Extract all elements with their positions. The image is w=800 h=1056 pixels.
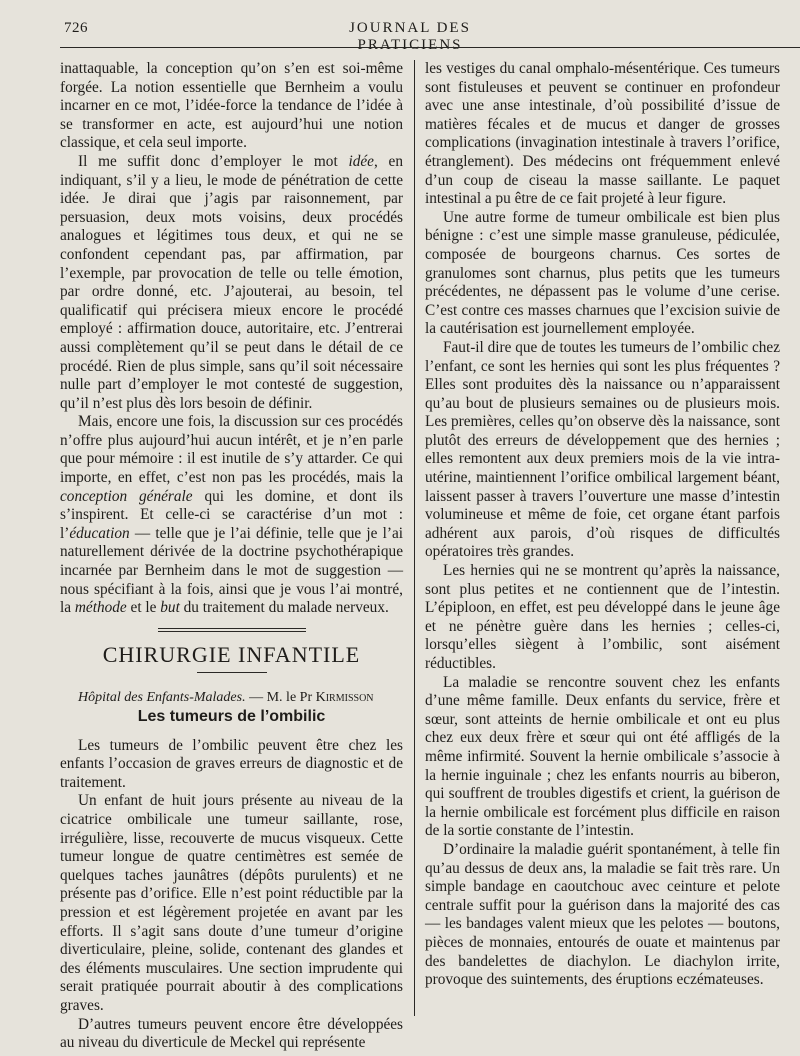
title-underline (197, 672, 267, 673)
left-column (60, 60, 403, 1053)
paragraph: Un enfant de huit jours présente au niveau de la cicatrice ombilicale une tumeur saillante, rose, irrégulière, lisse, recouverte de mucus visqueux. Cette tumeur longue de quatre centimètres est semée de quelques taches jaunâtres (dépôts purulents) et ne présente pas d’orifice. Elle n’est point réductible par la pression et est légèrement projetée en avant par les efforts. Il s’agit sans doute d’une tumeur d’origine diverticulaire, pleine, solide, contenant des glandes et des éléments musculaires. Une section imprudente qui serait pratiquée pourrait aboutir à des complications graves. (60, 792, 403, 1014)
paragraph (60, 153, 403, 413)
page-number: 726 (64, 20, 88, 36)
paragraph-text: qui les domine, et dont ils s’inspirent. Et celle-ci se caractérise d’un mot : l’ (60, 487, 403, 542)
italic-word: éducation (69, 524, 130, 542)
paragraph-text: Mais, encore une fois, la discussion sur ces procédés n’offre plus aujourd’hui aucun intérêt, et je n’en parle que pour mémoire : il est inutile de s’y attarder. Ce qui importe, en effet, c’est non pas les procédés, mais la (60, 413, 403, 487)
italic-word: but (160, 599, 180, 617)
paragraph: inattaquable, la conception qu’on s’en est soi-même forgée. La notion essentielle que Bernheim a voulu incarner en ce mot, l’idée-force la tendance de l’idée à se transformer en acte, est aujourd’hui une notion classique, et cela seul importe. (60, 60, 403, 152)
paragraph: La maladie se rencontre souvent chez les enfants d’une même famille. Deux enfants du service, frère et sœur, sont atteints de hernie ombilicale et ont eu plus chez eux deux frère et sœur qui ont été affligés de la même infirmité. Souvent la hernie ombilicale s’associe à la hernie inguinale ; chez les enfants nourris au biberon, qui souffrent de troubles digestifs et crient, la guérison de la hernie ombilicale est forcément plus difficile en raison de la sortie constante de l’intestin. (425, 673, 780, 840)
italic-word: conception générale (60, 487, 193, 505)
section-separator (158, 628, 306, 632)
section-title: CHIRURGIE INFANTILE (102, 641, 361, 667)
paragraph: Une autre forme de tumeur ombilicale est bien plus bénigne : c’est une simple masse granuleuse, pédiculée, composée de bourgeons charnus. Ces sortes de granulomes sont charnus, plus petits que les tumeurs précédentes, ne dépassent pas le volume d’une cerise. C’est contre ces masses charnues que l’excision suivie de la cautérisation est journellement employée. (425, 208, 780, 338)
hospital-name: Hôpital des Enfants-Malades. (78, 690, 246, 706)
italic-word: méthode (74, 599, 127, 617)
paragraph: D’autres tumeurs peuvent encore être développées au niveau du diverticule de Meckel qui représente (60, 1015, 403, 1052)
paragraph: Les tumeurs de l’ombilic peuvent être chez les enfants l’occasion de graves erreurs de diagnostic et de traitement. (60, 736, 403, 791)
article-title: Les tumeurs de l’ombilic (137, 708, 326, 725)
paragraph: les vestiges du canal omphalo-mésentérique. Ces tumeurs sont fistuleuses et peuvent se continuer en profondeur avec une anse intestinale, d’où possibilité d’issue de matières fécales et de mucus et danger de grosses complications (invagination intestinale à travers l’orifice, étranglement). Des médecins ont fréquemment enlevé d’un coup de ciseau la masse saillante. Le paquet intestinal a pu être de ce fait projeté à leur figure. (425, 60, 780, 208)
paragraph: Faut-il dire que de toutes les tumeurs de l’ombilic chez l’enfant, ce sont les hernies qui sont les plus fréquentes ? Elles sont produites dès la naissance ou n’apparaissent qu’au bout de plusieurs semaines ou de plusieurs mois. Les premières, celles qu’on observe dès la naissance, sont plutôt des erreurs de développement que des hernies ; elles remontent aux deux premiers mois de la vie intra-utérine, maintiennent l’orifice ombilical largement béant, laissent passer à travers l’ouverture une masse d’intestin volumineuse et même de foie, cet organe étant parfois adhérent aux parois, d’où risques de difficultés opératoires très grandes. (425, 338, 780, 561)
right-column (425, 60, 780, 990)
paragraph-text: du traitement du malade nerveux. (179, 599, 389, 617)
paragraph: Les hernies qui ne se montrent qu’après la naissance, sont plus petites et ne contiennent que de l’intestin. L’épiploon, en effet, est peu développé dans le jeune âge et ne pénètre guère dans les hernies ; celles-ci, lorsqu’elles siègent à l’ombilic, sont aisément réductibles. (425, 562, 780, 672)
paragraph-text: Il me suffit donc d’employer le mot (78, 152, 349, 170)
paragraph: D’ordinaire la maladie guérit spontanément, à telle fin qu’au dessus de deux ans, la maladie se fait très rare. Un simple bandage en caoutchouc avec ceinture et pelote centrale suffit pour la guérison dans la majorité des cas — les bandages valent mieux que les pelotes — boutons, pièces de monnaies, entourés de ouate et maintenus par des bandelettes de diachylon. Le diachylon irrite, provoque des suintements, des éruptions eczémateuses. (425, 840, 780, 989)
running-title: JOURNAL DES PRATICIENS (349, 20, 471, 53)
paragraph-text: , en indiquant, s’il y a lieu, le mode de pénétration de cette idée. Je dirai que j’agis par raisonnement, par persuasion, deux mots voisins, deux procédés analogues et légitimes tous deux, et qui ne se confondent cependant pas, par affirmation, par l’exemple, par provocation de telle ou telle émotion, par ordre donné, etc. J’ajouterai, au besoin, tel qualificatif qui précisera mieux encore le procédé employé : affirmation douce, autoritaire, etc. J’entrerai aussi complètement qu’il se peut dans le détail de ce procédé. Rien de plus simple, sans qu’il soit nécessaire nulle part d’employer le mot contesté de suggestion, qu’il n’est plus dès lors besoin de définir. (60, 152, 403, 412)
paragraph-text: et le (126, 599, 161, 617)
column-divider (414, 60, 415, 1016)
paragraph-text: — telle que je l’ai définie, telle que je l’ai naturellement dérivée de la doctrine psychothérapique incarnée par Bernheim dans le mot de suggestion — nous spécifiant à la fois, ainsi que je vous l’ai montré, la (60, 524, 403, 617)
header-rule (60, 47, 800, 48)
byline-text: — M. le Pr (245, 690, 316, 706)
page-header (0, 0, 800, 53)
byline (60, 689, 403, 708)
italic-word: idée (348, 152, 374, 170)
paragraph (60, 413, 403, 618)
author-name: Kirmisson (315, 690, 374, 706)
